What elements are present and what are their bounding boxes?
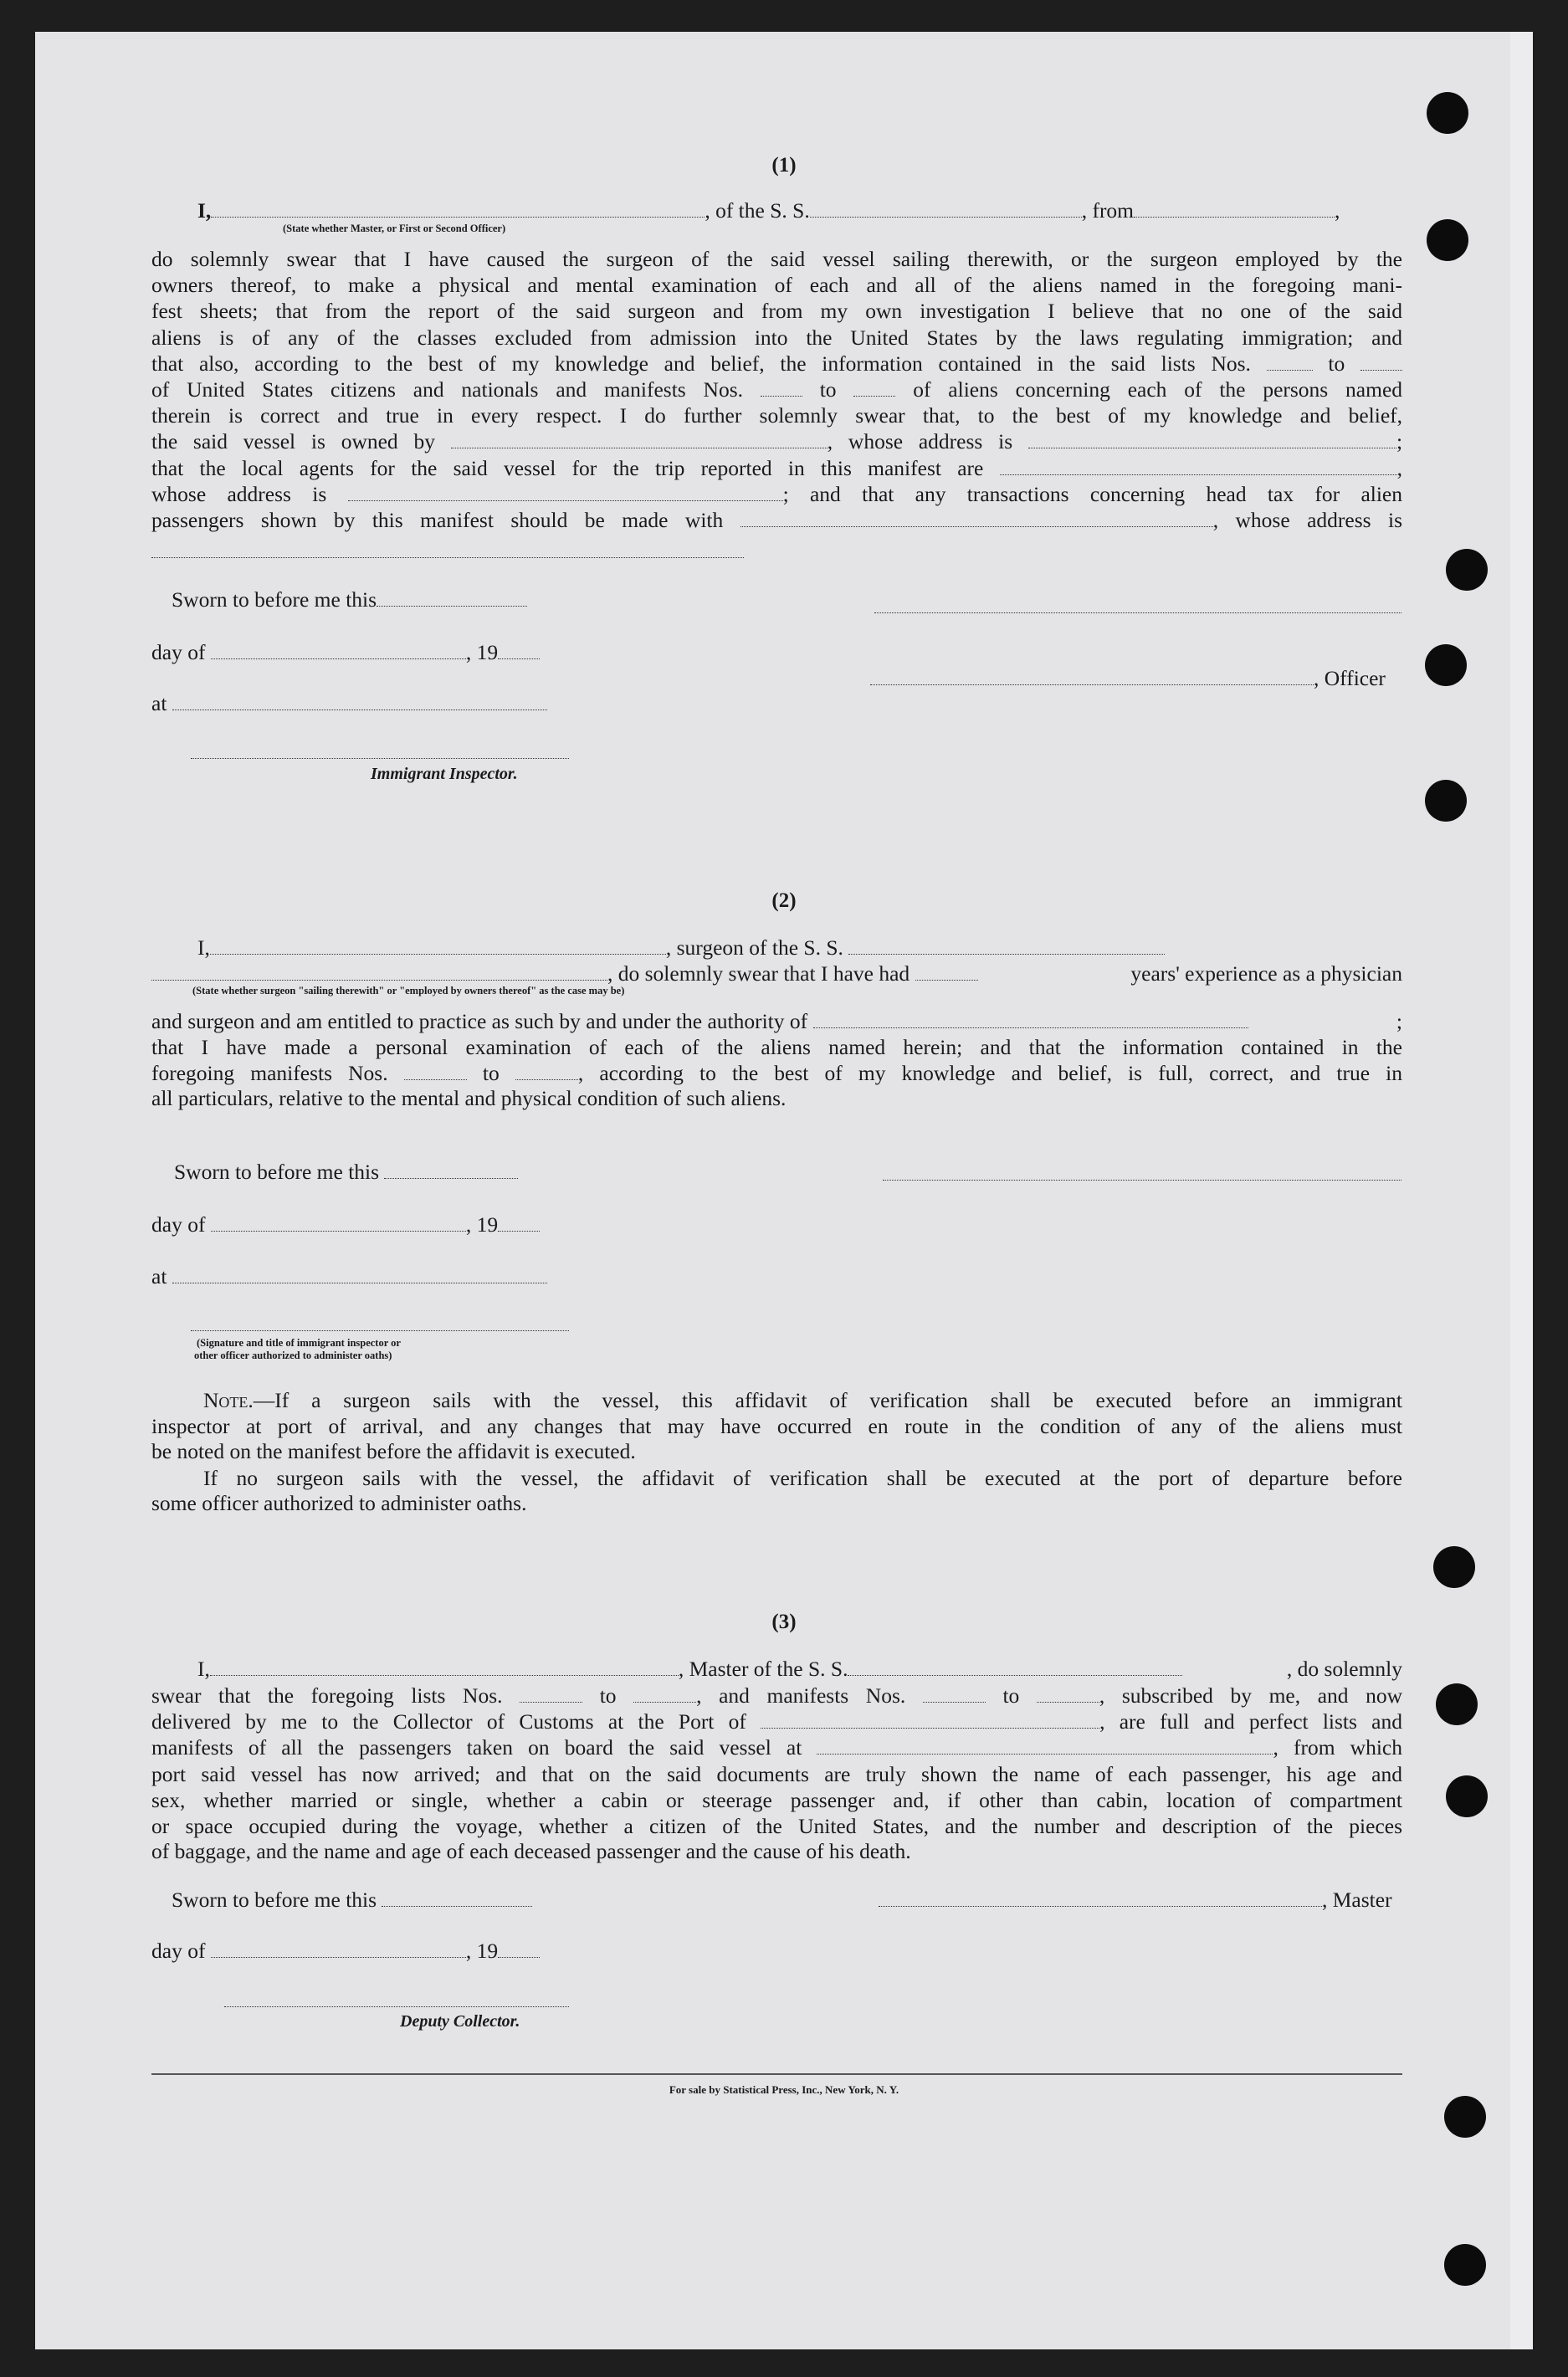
sec3-line-1: I, , Master of the S. S. , do solemnly bbox=[197, 1657, 1402, 1681]
sec2-note: Note.—If a surgeon sails with the vessel, this affidavit of verification shall be executed before an immigrant inspector at port of arrival, and any changes that may have occurred en route in the condition of any of the aliens must bbox=[151, 1388, 1402, 1439]
sec2-line-3: and surgeon and am entitled to practice as such by and under the authority of ; bbox=[151, 1009, 1402, 1033]
sec3-master: , Master bbox=[879, 1888, 1392, 1913]
sec2-line-6: all particulars, relative to the mental and physical condition of such aliens. bbox=[151, 1086, 787, 1110]
sec2-note-para-2: If no surgeon sails with the vessel, the affidavit of verification shall be executed at the port of departure before bbox=[203, 1466, 1402, 1490]
punch-hole bbox=[1433, 1546, 1475, 1588]
sec2-surgeon-note: (State whether surgeon "sailing therewith" or "employed by owners thereof" as the case may be) bbox=[192, 985, 625, 996]
section-1-number: (1) bbox=[771, 154, 797, 177]
sec2-note-line-3: be noted on the manifest before the affidavit is executed. bbox=[151, 1439, 636, 1463]
sec3-line-8: of baggage, and the name and age of each deceased passenger and the cause of his death. bbox=[151, 1839, 911, 1863]
sec1-officer-note: (State whether Master, or First or Second Officer) bbox=[283, 223, 506, 234]
punch-hole bbox=[1427, 92, 1468, 134]
sec2-body: that I have made a personal examination of each of the aliens named herein; and that the information contained in the foregoing manifests Nos. to , according to the best of my knowledge and belief, is full, correct, and true in bbox=[151, 1035, 1403, 1086]
punch-hole bbox=[1425, 780, 1467, 822]
sec2-sig-note-2: other officer authorized to administer oaths) bbox=[194, 1350, 392, 1361]
sec1-address-line bbox=[151, 557, 744, 558]
sec2-sig-note-1: (Signature and title of immigrant inspector or bbox=[197, 1337, 401, 1349]
punch-hole bbox=[1427, 219, 1468, 261]
footer-rule bbox=[151, 2073, 1402, 2075]
punch-hole bbox=[1444, 2096, 1486, 2138]
sec2-signature-line bbox=[883, 1180, 1401, 1181]
punch-hole bbox=[1436, 1683, 1478, 1725]
sec1-officer-signature-line bbox=[874, 612, 1401, 613]
footer-imprint: For sale by Statistical Press, Inc., New York, N. Y. bbox=[669, 2083, 899, 2096]
sec3-day: day of , 19 bbox=[151, 1939, 540, 1964]
sec1-line-1: I, , of the S. S. , from , bbox=[197, 198, 1340, 223]
sec1-body: do solemnly swear that I have caused the surgeon of the said vessel sailing therewith, or the surgeon employed by the owners thereof, to make a physical and mental examination of each and all of the aliens named in the foregoing mani- fest sheets; that from the report of the said surgeon and from my own investigation I believe that no one of the said aliens is of any of the classes excluded from admission into the United States by the laws regulating immigration; and that also, according to the best of my knowledge and belief, the information contained in the said lists Nos. to of United States citizens and nationals and manifests Nos. to of aliens concerning each of the persons named therein is correct and true in every respect. I do further solemnly swear that, to the best of my knowledge and belief, the said vessel is owned by , whose address is ; that the local agents for the said vessel for the trip reported in this manifest are , whose address is ; and that any transactions concerning head tax for alien passengers shown by this manifest should be made with , whose address is bbox=[151, 247, 1403, 533]
punch-hole bbox=[1444, 2244, 1486, 2286]
sec1-officer: , Officer bbox=[870, 666, 1386, 691]
sec1-inspector-label: Immigrant Inspector. bbox=[371, 765, 518, 783]
sec1-inspector-signature-line bbox=[191, 758, 569, 759]
sec1-at: at bbox=[151, 691, 547, 716]
sec2-inspector-signature-line bbox=[191, 1330, 569, 1331]
sec2-at: at bbox=[151, 1264, 547, 1289]
sec3-sworn: Sworn to before me this bbox=[172, 1888, 532, 1913]
sec3-collector-label: Deputy Collector. bbox=[400, 2012, 520, 2031]
sec2-day: day of , 19 bbox=[151, 1212, 540, 1237]
sec2-sworn: Sworn to before me this bbox=[174, 1160, 518, 1185]
section-3-number: (3) bbox=[771, 1611, 797, 1633]
sec2-line-1: I, , surgeon of the S. S. bbox=[197, 935, 1165, 961]
punch-hole bbox=[1446, 549, 1488, 591]
paper-edge bbox=[1510, 32, 1533, 2349]
sec3-collector-signature-line bbox=[224, 2006, 569, 2007]
punch-hole bbox=[1446, 1775, 1488, 1817]
sec2-note-line-5: some officer authorized to administer oaths. bbox=[151, 1491, 527, 1515]
punch-hole bbox=[1425, 644, 1467, 686]
sec3-body: swear that the foregoing lists Nos. to , and manifests Nos. to , subscribed by me, and now delivered by me to the Collector of Customs at the Port of , are full and perfect lists and manifests of all the passengers taken on board the said vessel at , from which port said vessel has now arrived; and that on the said documents are truly shown the name of each passenger, his age and sex, whether married or single, whether a cabin or steerage passenger and, if other than cabin, location of compartment or space occupied during the voyage, whether a citizen of the United States, and the number and description of the pieces bbox=[151, 1683, 1403, 1839]
section-2-number: (2) bbox=[771, 889, 797, 912]
sec2-line-2: , do solemnly swear that I have had years' experience as a physician bbox=[151, 961, 1402, 986]
sec1-sworn: Sworn to before me this bbox=[172, 587, 527, 612]
sec1-day: day of , 19 bbox=[151, 640, 540, 665]
